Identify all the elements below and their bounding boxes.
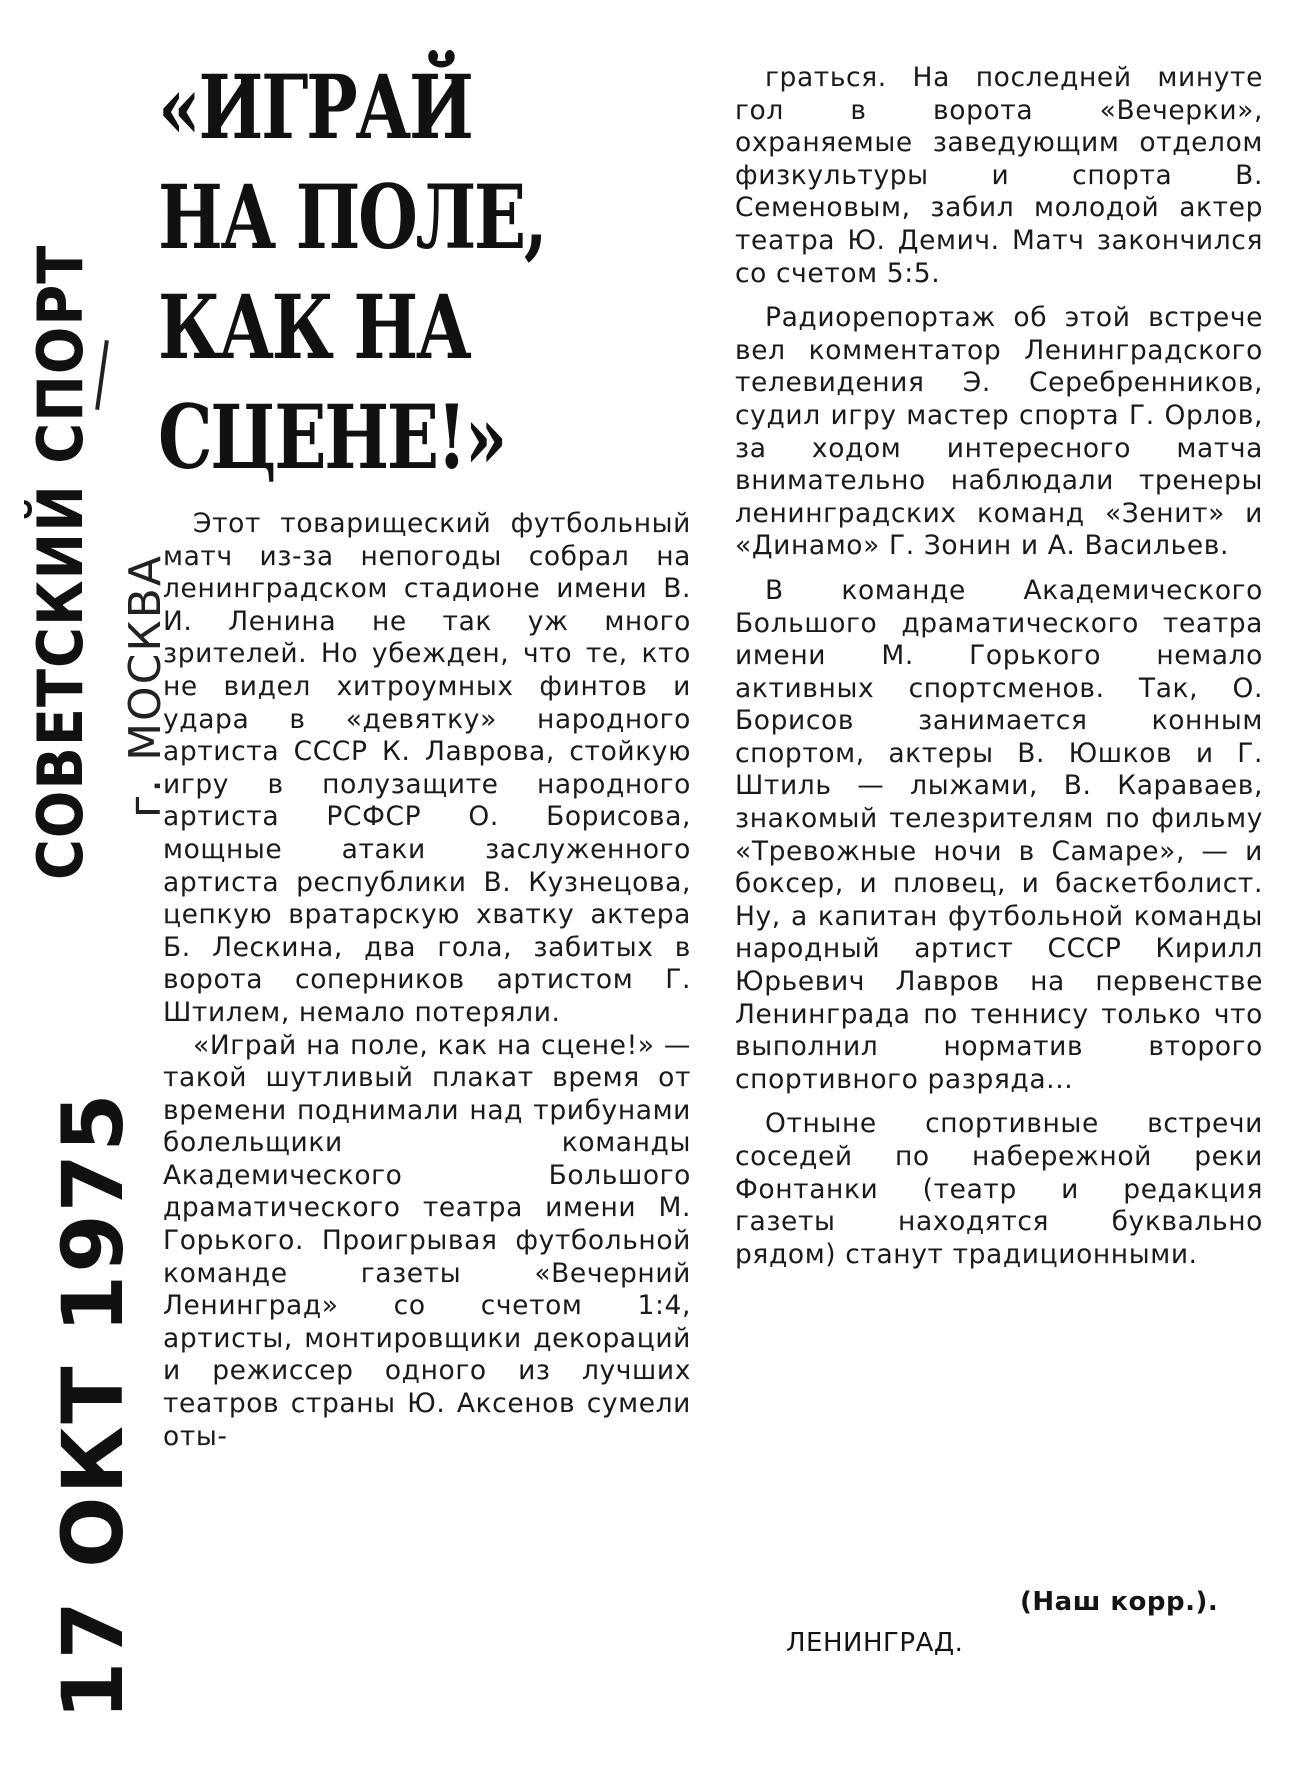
- headline-line-4: СЦЕНЕ!»: [158, 385, 506, 489]
- headline-line-1: «ИГРАЙ: [158, 55, 472, 159]
- stamp-date: 17 ОКТ 1975: [44, 1091, 142, 1720]
- stamp-dash: [95, 340, 109, 410]
- article-headline: [158, 52, 564, 492]
- paragraph: Радиорепортаж об этой встрече вел комментатор Ленинградского телевидения Э. Серебренников, судил игру мастер спорта Г. Орлов, за ходом интересного матча внимательно наблюдали тренеры ленинградских команд «Зенит» и «Динамо» Г. Зонин и А. Васильев.: [735, 302, 1263, 562]
- paragraph: «Играй на поле, как на сцене!» — такой шутливый плакат время от времени поднимали над трибунами болельщики команды Академического Большого драматического театра имени М. Горького. Проигрывая футбольной команде газеты «Вечерний Ленинград» со счетом 1:4, артисты, монтировщики декораций и режиссер одного из лучших театров страны Ю. Аксенов сумели оты-: [163, 1029, 691, 1452]
- byline: (Наш корр.).: [1020, 1587, 1219, 1617]
- dateline: ЛЕНИНГРАД.: [786, 1628, 964, 1658]
- paragraph: Этот товарищеский футбольный матч из-за непогоды собрал на ленинградском стадионе имени В. И. Ленина не так уж много зрителей. Но убежден, что те, кто не видел хитроумных финтов и удара в «девятку» народного артиста СССР К. Лаврова, стойкую игру в полузащите народного артиста РСФСР О. Борисова, мощные атаки заслуженного артиста республики В. Кузнецова, цепкую вратарскую хватку актера Б. Лескина, два гола, забитых в ворота соперников артистом Г. Штилем, немало потеряли.: [163, 508, 691, 1028]
- paragraph: В команде Академического Большого драматического театра имени М. Горького немало активных спортсменов. Так, О. Борисов занимается конным спортом, актеры В. Юшков и Г. Штиль — лыжами, В. Караваев, знакомый телезрителям по фильму «Тревожные ночи в Самаре», — и боксер, и пловец, и баскетболист. Ну, а капитан футбольной команды народный артист СССР Кирилл Юрьевич Лавров на первенстве Ленинграда по теннису только что выполнил норматив второго спортивного разряда...: [735, 574, 1263, 1095]
- headline-line-2: НА ПОЛЕ,: [158, 165, 546, 269]
- paragraph: граться. На последней минуте гол в ворота «Вечерки», охраняемые заведующим отделом физкультуры и спорта В. Семеновым, забил молодой актер театра Ю. Демич. Матч закончился со счетом 5:5.: [735, 62, 1263, 289]
- paragraph: Отныне спортивные встречи соседей по набережной реки Фонтанки (театр и редакция газеты находятся буквально рядом) станут традиционными.: [735, 1108, 1263, 1270]
- headline-line-3: КАК НА: [158, 275, 470, 379]
- article-column-2: [735, 62, 1263, 1271]
- stamp-city: г. МОСКВА: [120, 554, 171, 818]
- stamp-newspaper-name: СОВЕТСКИЙ СПОРТ: [24, 244, 97, 880]
- article-column-1: [163, 508, 691, 1453]
